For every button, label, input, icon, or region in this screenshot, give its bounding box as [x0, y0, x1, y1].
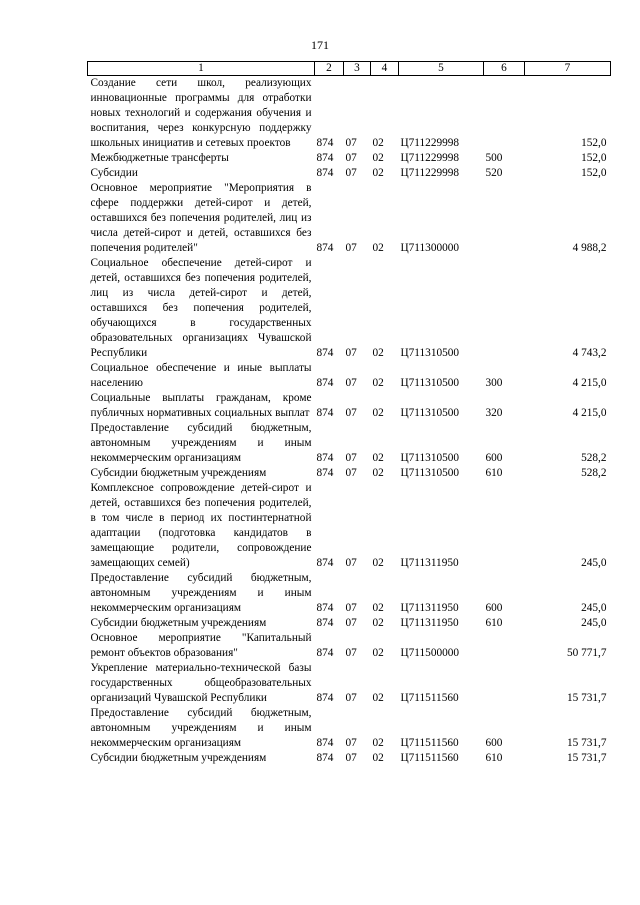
cell-target-code: Ц711310500 [400, 377, 460, 389]
cell-subsection-code: 02 [372, 242, 384, 254]
table-row [88, 76, 611, 152]
cell-subsection-code: 02 [372, 692, 384, 704]
cell-section-code: 07 [345, 557, 357, 569]
cell-amount: 50 771,7 [566, 647, 607, 659]
cell-target-code: Ц711310500 [400, 347, 460, 359]
cell-section-code: 07 [345, 377, 357, 389]
cell-target-code: Ц711300000 [400, 242, 460, 254]
table-row [88, 361, 611, 391]
column-header: 4 [371, 62, 399, 76]
cell-section-code: 07 [345, 407, 357, 419]
cell-section-code: 07 [345, 347, 357, 359]
cell-ministry-code: 874 [316, 647, 334, 659]
cell-section-code: 07 [345, 452, 357, 464]
cell-target-code: Ц711310500 [400, 407, 460, 419]
cell-expense-type [484, 661, 525, 706]
table-row [88, 421, 611, 466]
cell-section-code: 07 [345, 167, 357, 179]
cell-ministry-code: 874 [316, 137, 334, 149]
cell-section-code: 07 [345, 737, 357, 749]
cell-ministry-code: 874 [316, 692, 334, 704]
cell-ministry-code: 874 [316, 737, 334, 749]
cell-target-code: Ц711311950 [400, 557, 459, 569]
table-row [88, 391, 611, 421]
cell-expense-type [484, 256, 525, 361]
cell-target-code: Ц711511560 [400, 752, 459, 764]
cell-target-code: Ц711229998 [400, 152, 460, 164]
cell-section-code: 07 [345, 602, 357, 614]
cell-ministry-code: 874 [316, 752, 334, 764]
table-row [88, 166, 611, 181]
table-row [88, 571, 611, 616]
cell-ministry-code: 874 [316, 452, 334, 464]
cell-ministry-code: 874 [316, 152, 334, 164]
cell-expense-type [484, 631, 525, 661]
cell-subsection-code: 02 [372, 737, 384, 749]
cell-expense-type: 600 [485, 452, 503, 464]
table-row [88, 256, 611, 361]
cell-target-code: Ц711511560 [400, 692, 459, 704]
column-header: 1 [88, 62, 315, 76]
table-row [88, 661, 611, 706]
item-name: Субсидии [90, 167, 138, 179]
cell-expense-type: 610 [485, 752, 503, 764]
column-header: 7 [525, 62, 611, 76]
cell-amount: 245,0 [581, 557, 607, 569]
cell-subsection-code: 02 [372, 467, 384, 479]
cell-expense-type: 600 [485, 602, 503, 614]
cell-target-code: Ц711311950 [400, 617, 459, 629]
cell-target-code: Ц711310500 [400, 452, 460, 464]
cell-subsection-code: 02 [372, 152, 384, 164]
item-name: Предоставление субсидий бюджетным, автономным учреждениям и иным некоммерческим организациям [90, 707, 312, 749]
page-number: 171 [311, 38, 329, 52]
cell-ministry-code: 874 [316, 467, 334, 479]
item-name: Основное мероприятие "Мероприятия в сфере поддержки детей-сирот и детей, оставшихся без попечения родителей, лиц из числа детей-сирот и детей, оставшихся без попечения родителей" [90, 182, 312, 254]
cell-amount: 152,0 [581, 167, 607, 179]
cell-expense-type: 600 [485, 737, 503, 749]
cell-target-code: Ц711310500 [400, 467, 460, 479]
cell-expense-type: 610 [485, 467, 503, 479]
item-name: Предоставление субсидий бюджетным, автономным учреждениям и иным некоммерческим организациям [90, 422, 312, 464]
cell-subsection-code: 02 [372, 752, 384, 764]
cell-section-code: 07 [345, 647, 357, 659]
item-name: Основное мероприятие "Капитальный ремонт объектов образования" [90, 632, 312, 659]
cell-expense-type: 520 [485, 167, 503, 179]
cell-section-code: 07 [345, 692, 357, 704]
cell-subsection-code: 02 [372, 602, 384, 614]
table-row [88, 481, 611, 571]
cell-target-code: Ц711311950 [400, 602, 459, 614]
cell-target-code: Ц711229998 [400, 167, 460, 179]
cell-ministry-code: 874 [316, 347, 334, 359]
table-row [88, 751, 611, 766]
cell-expense-type: 500 [485, 152, 503, 164]
cell-amount: 528,2 [581, 452, 607, 464]
cell-expense-type [484, 181, 525, 256]
item-name: Социальное обеспечение и иные выплаты населению [90, 362, 312, 389]
cell-section-code: 07 [345, 617, 357, 629]
table-row [88, 706, 611, 751]
cell-subsection-code: 02 [372, 377, 384, 389]
cell-subsection-code: 02 [372, 347, 384, 359]
cell-subsection-code: 02 [372, 647, 384, 659]
cell-ministry-code: 874 [316, 377, 334, 389]
cell-ministry-code: 874 [316, 407, 334, 419]
cell-amount: 152,0 [581, 137, 607, 149]
cell-subsection-code: 02 [372, 557, 384, 569]
cell-amount: 15 731,7 [566, 752, 607, 764]
column-header: 5 [399, 62, 484, 76]
table-row [88, 631, 611, 661]
cell-ministry-code: 874 [316, 602, 334, 614]
cell-section-code: 07 [345, 467, 357, 479]
column-header: 6 [484, 62, 525, 76]
table-body [88, 76, 611, 767]
item-name: Субсидии бюджетным учреждениям [90, 617, 267, 629]
item-name: Межбюджетные трансферты [90, 152, 229, 164]
cell-amount: 4 215,0 [572, 407, 607, 419]
cell-amount: 245,0 [581, 602, 607, 614]
cell-expense-type [484, 76, 525, 152]
cell-section-code: 07 [345, 242, 357, 254]
item-name: Субсидии бюджетным учреждениям [90, 467, 267, 479]
item-name: Социальное обеспечение детей-сирот и детей, оставшихся без попечения родителей, лиц из числа детей-сирот и детей, оставшихся без попечения родителей, обучающихся в государственных образовательных организациях Чувашской Республики [90, 257, 312, 359]
cell-ministry-code: 874 [316, 167, 334, 179]
table-row [88, 151, 611, 166]
cell-ministry-code: 874 [316, 617, 334, 629]
cell-amount: 4 215,0 [572, 377, 607, 389]
cell-target-code: Ц711500000 [400, 647, 460, 659]
cell-ministry-code: 874 [316, 242, 334, 254]
cell-subsection-code: 02 [372, 167, 384, 179]
item-name: Создание сети школ, реализующих инновационные программы для отработки новых технологий и содержания обучения и воспитания, через конкурсную поддержку школьных инициатив и сетевых проектов [90, 77, 312, 149]
table-header-row [88, 62, 611, 76]
cell-amount: 245,0 [581, 617, 607, 629]
cell-section-code: 07 [345, 152, 357, 164]
item-name: Укрепление материально-технической базы государственных общеобразовательных организаций Чувашской Республики [90, 662, 312, 704]
cell-expense-type: 300 [485, 377, 503, 389]
cell-subsection-code: 02 [372, 452, 384, 464]
cell-expense-type: 610 [485, 617, 503, 629]
cell-target-code: Ц711511560 [400, 737, 459, 749]
column-header: 3 [344, 62, 371, 76]
cell-amount: 15 731,7 [566, 692, 607, 704]
cell-subsection-code: 02 [372, 137, 384, 149]
cell-amount: 4 743,2 [572, 347, 607, 359]
table-row [88, 616, 611, 631]
cell-section-code: 07 [345, 137, 357, 149]
cell-target-code: Ц711229998 [400, 137, 460, 149]
item-name: Предоставление субсидий бюджетным, автономным учреждениям и иным некоммерческим организациям [90, 572, 312, 614]
table-row [88, 181, 611, 256]
cell-amount: 4 988,2 [572, 242, 607, 254]
table-row [88, 466, 611, 481]
cell-amount: 152,0 [581, 152, 607, 164]
item-name: Социальные выплаты гражданам, кроме публичных нормативных социальных выплат [90, 392, 312, 419]
cell-amount: 15 731,7 [566, 737, 607, 749]
cell-section-code: 07 [345, 752, 357, 764]
item-name: Субсидии бюджетным учреждениям [90, 752, 267, 764]
cell-subsection-code: 02 [372, 617, 384, 629]
cell-ministry-code: 874 [316, 557, 334, 569]
cell-expense-type [484, 481, 525, 571]
budget-table [87, 61, 611, 766]
column-header: 2 [315, 62, 344, 76]
cell-subsection-code: 02 [372, 407, 384, 419]
cell-amount: 528,2 [581, 467, 607, 479]
cell-expense-type: 320 [485, 407, 503, 419]
item-name: Комплексное сопровождение детей-сирот и детей, оставшихся без попечения родителей, в том числе в период их постинтернатной адаптации (подготовка кандидатов в замещающие родители, сопровождение замещающих семей) [90, 482, 312, 569]
